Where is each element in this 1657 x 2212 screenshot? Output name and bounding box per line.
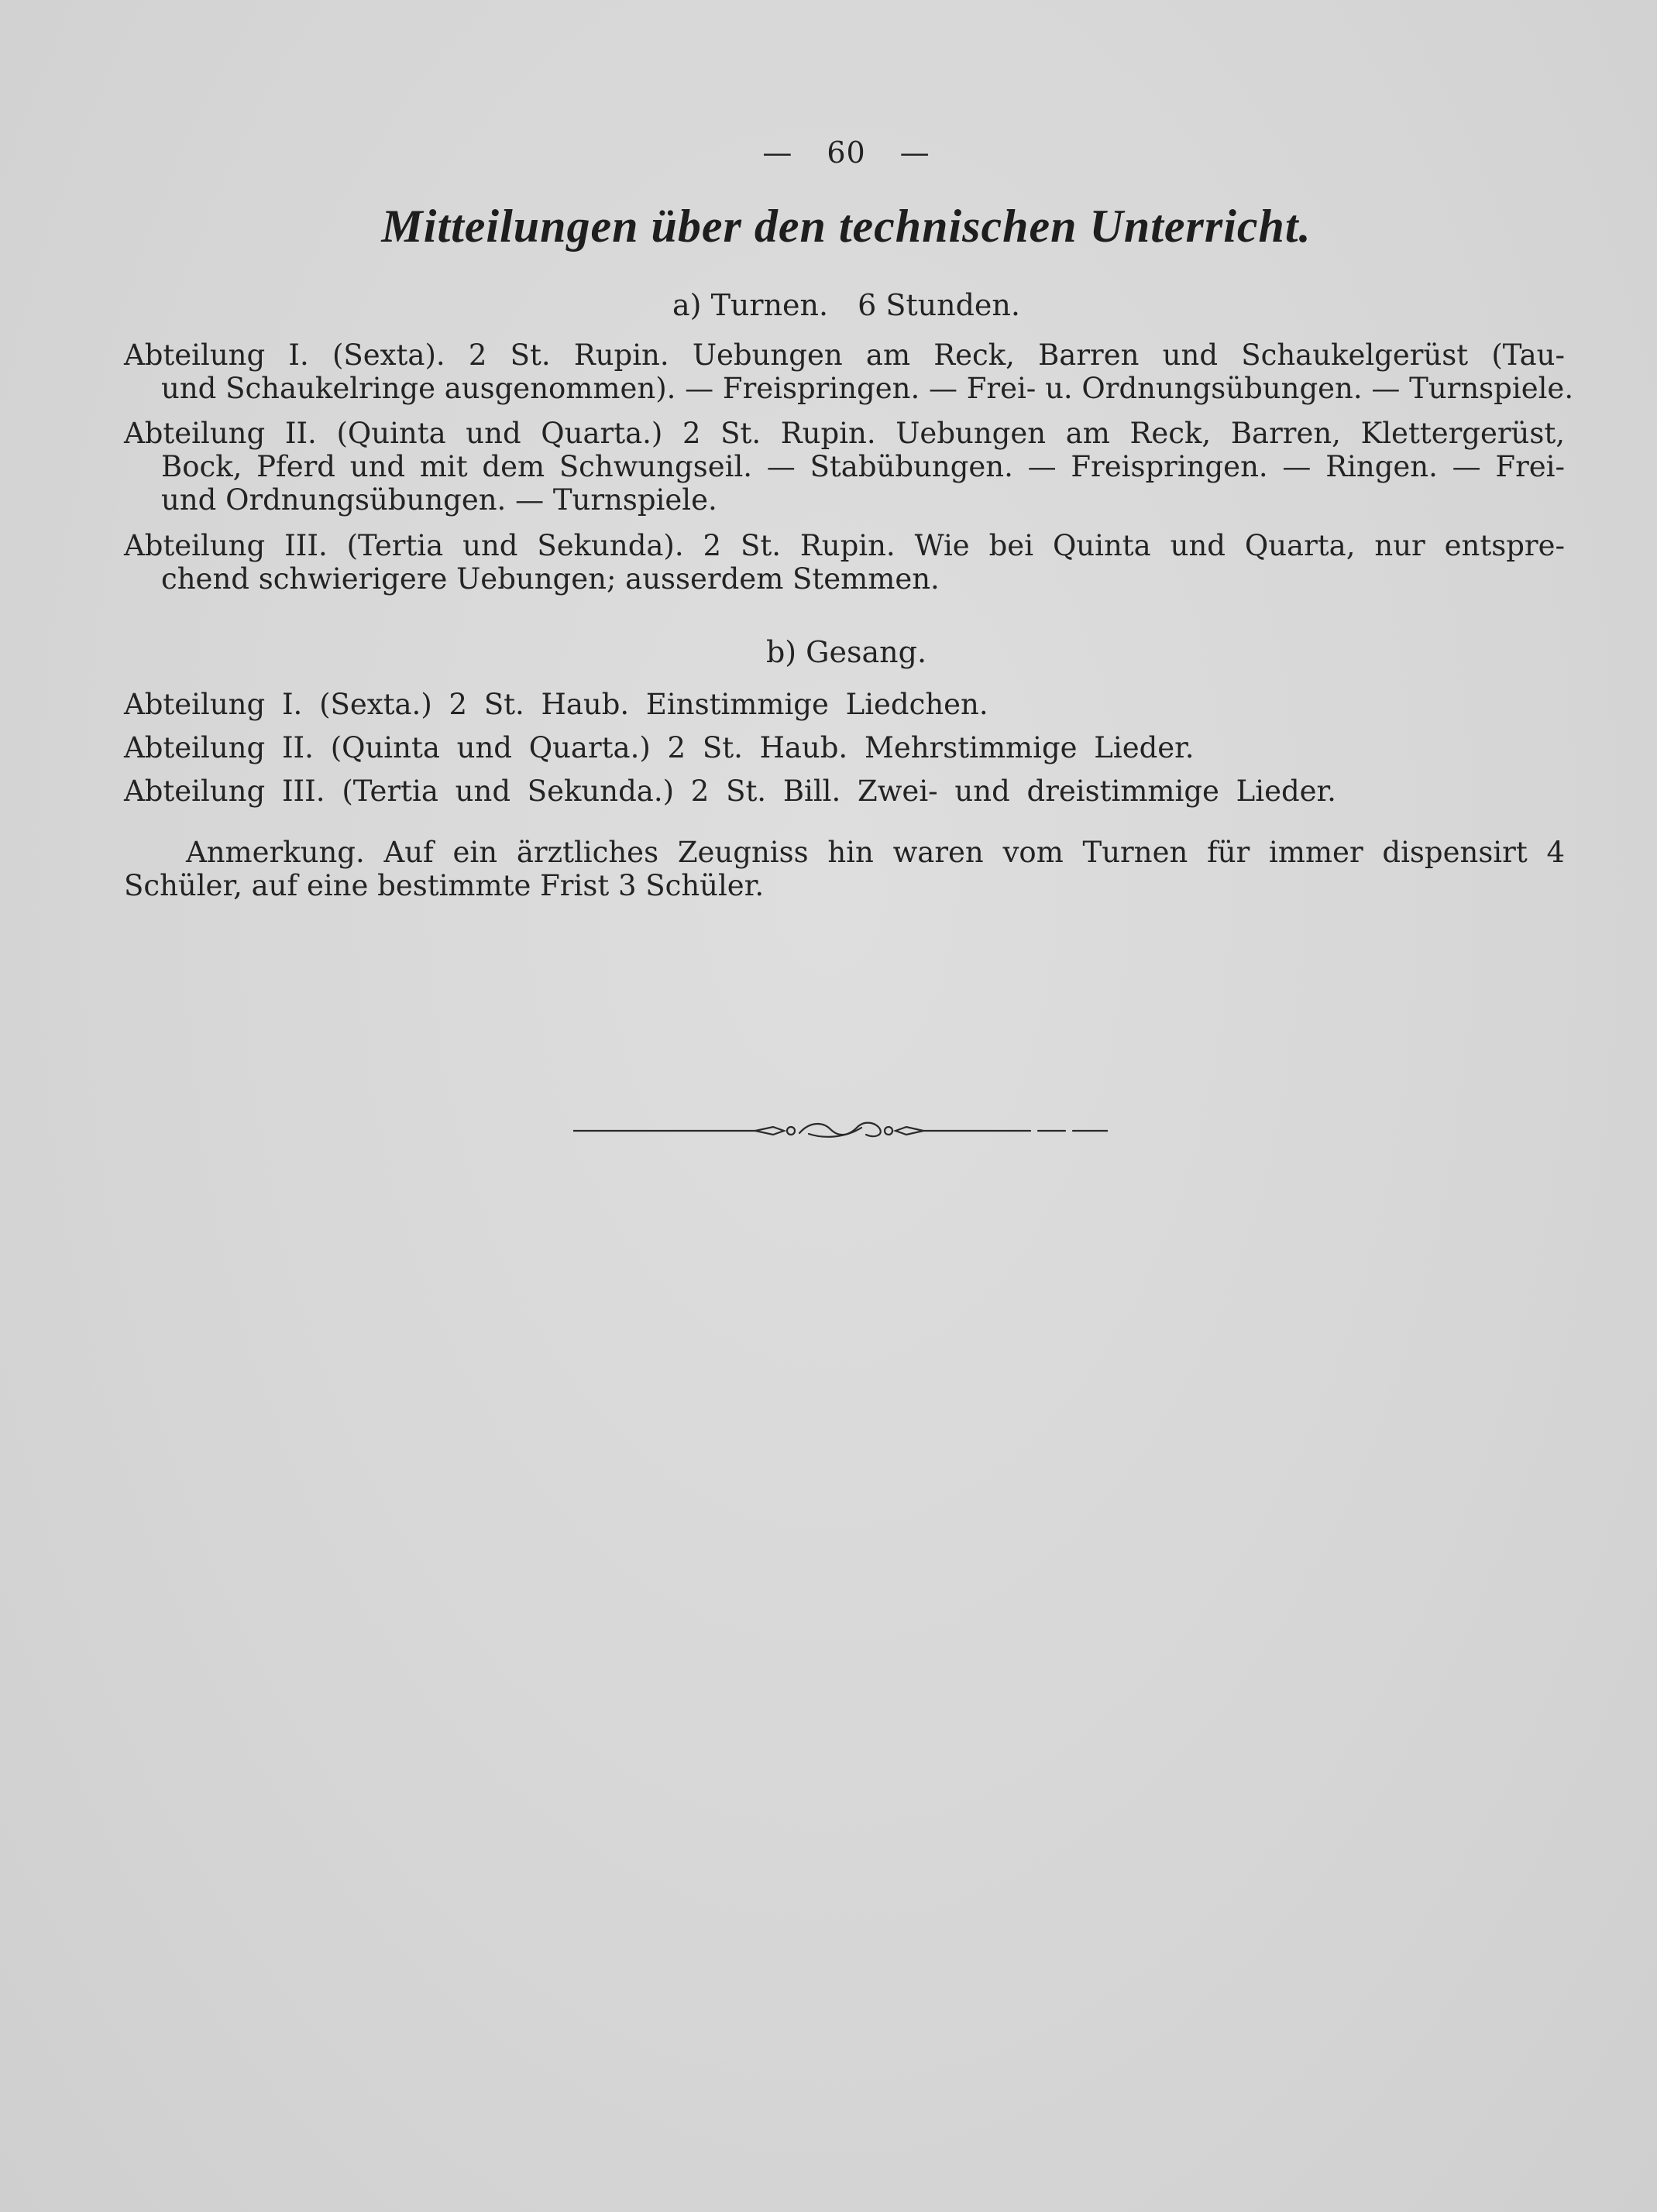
- decorative-rule-flourish-icon: [573, 1115, 1108, 1146]
- page-number-dash-left: —: [762, 136, 793, 170]
- page-number-dash-right: —: [899, 136, 930, 170]
- section-heading-turnen-label: a) Turnen.: [672, 288, 829, 322]
- gesang-entry-abteilung-3: Abteilung III. (Tertia und Sekunda.) 2 St. Bill. Zwei- und dreistimmige Lieder.: [124, 775, 1336, 808]
- turnen-entry-2-line-3: und Ordnungsübungen. — Turnspiele.: [161, 483, 717, 517]
- turnen-entry-1-line-1: Abteilung I. (Sexta). 2 St. Rupin. Uebungen am Reck, Barren und Schaukelgerüst (Tau-: [124, 338, 1565, 372]
- page-number-value: 60: [827, 136, 866, 170]
- turnen-entry-abteilung-2: [124, 417, 1565, 517]
- turnen-entry-2-line-1: Abteilung II. (Quinta und Quarta.) 2 St. Rupin. Uebungen am Reck, Barren, Klettergerüst,: [124, 417, 1565, 450]
- gesang-entry-abteilung-1: Abteilung I. (Sexta.) 2 St. Haub. Einstimmige Liedchen.: [124, 688, 988, 721]
- turnen-entry-abteilung-1: [124, 338, 1574, 405]
- turnen-entry-1-line-2: und Schaukelringe ausgenommen). — Freispringen. — Frei- u. Ordnungsübungen. — Turnspiele.: [161, 372, 1574, 405]
- section-heading-turnen-hours: 6 Stunden.: [858, 288, 1020, 322]
- section-heading-turnen: [0, 288, 1657, 322]
- gesang-entry-abteilung-2: Abteilung II. (Quinta und Quarta.) 2 St. Haub. Mehrstimmige Lieder.: [124, 731, 1195, 764]
- page-number: [0, 136, 1657, 170]
- turnen-entry-abteilung-3: [124, 529, 1565, 596]
- section-heading-gesang-label: b) Gesang.: [765, 635, 927, 669]
- anmerkung-line-2: Schüler, auf eine bestimmte Frist 3 Schüler.: [124, 869, 765, 902]
- turnen-entry-2-line-2: Bock, Pferd und mit dem Schwungseil. — Stabübungen. — Freispringen. — Ringen. — Frei-: [161, 450, 1565, 483]
- page-title: Mitteilungen über den technischen Unterricht.: [381, 201, 1312, 252]
- anmerkung-note: [124, 836, 1565, 902]
- turnen-entry-3-line-2: chend schwierigere Uebungen; ausserdem Stemmen.: [161, 562, 940, 596]
- section-heading-gesang: [0, 635, 1657, 669]
- turnen-entry-3-line-1: Abteilung III. (Tertia und Sekunda). 2 St. Rupin. Wie bei Quinta und Quarta, nur entspre-: [124, 529, 1565, 562]
- anmerkung-line-1: Anmerkung. Auf ein ärztliches Zeugniss hin waren vom Turnen für immer dispensirt 4: [186, 836, 1565, 869]
